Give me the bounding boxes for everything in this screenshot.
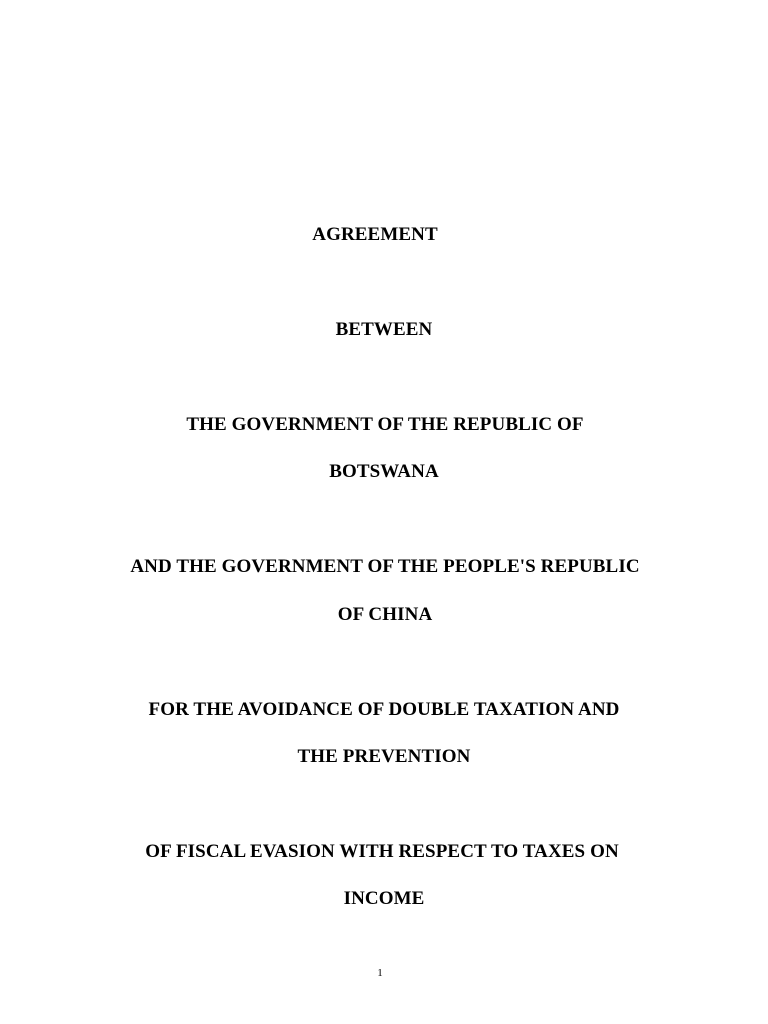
title-line-income: INCOME (343, 888, 425, 909)
title-line-between: BETWEEN (335, 319, 433, 340)
title-line-avoidance: FOR THE AVOIDANCE OF DOUBLE TAXATION AND (148, 699, 620, 720)
title-line-government-republic: THE GOVERNMENT OF THE REPUBLIC OF (186, 414, 584, 435)
title-line-prevention: THE PREVENTION (297, 746, 471, 767)
title-line-agreement: AGREEMENT (312, 224, 438, 245)
title-line-fiscal-evasion: OF FISCAL EVASION WITH RESPECT TO TAXES ON (145, 841, 619, 862)
page-number: 1 (377, 967, 383, 979)
title-line-china: OF CHINA (337, 604, 433, 625)
title-line-botswana: BOTSWANA (329, 461, 439, 482)
title-line-peoples-republic: AND THE GOVERNMENT OF THE PEOPLE'S REPUBLIC (130, 556, 640, 577)
